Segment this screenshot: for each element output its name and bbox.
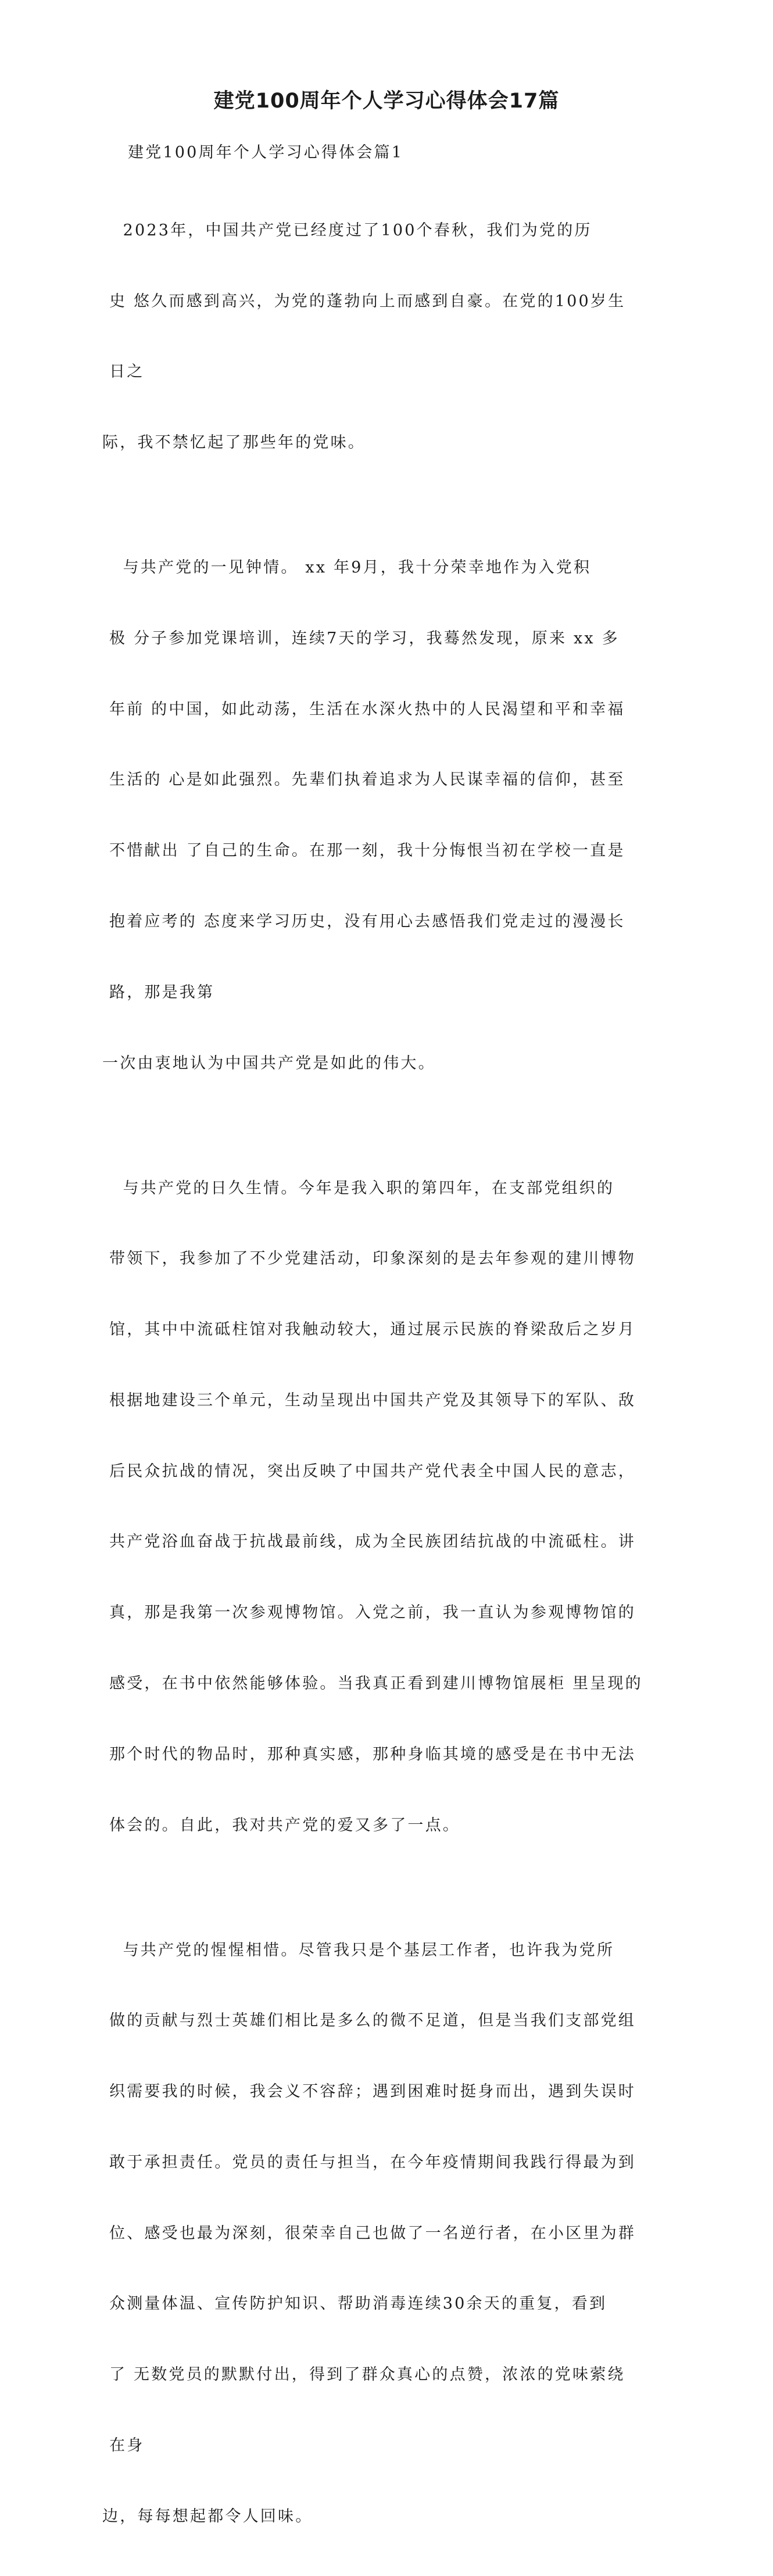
paragraph-line: 史 悠久而感到高兴，为党的蓬勃向上而感到自豪。在党的100岁生 bbox=[109, 292, 626, 310]
paragraph-2 bbox=[102, 509, 625, 1122]
paragraph-line: 边，每每想起都令人回味。 bbox=[102, 2507, 313, 2525]
paragraph-line: 了 无数党员的默默付出，得到了群众真心的点赞，浓浓的党味萦绕 bbox=[109, 2366, 625, 2384]
paragraph-line: 路，那是我第 bbox=[109, 983, 215, 1001]
paragraph-line: 生活的 心是如此强烈。先辈们执着追求为人民谋幸福的信仰，甚至 bbox=[109, 771, 625, 789]
paragraph-line: 后民众抗战的情况，突出反映了中国共产党代表全中国人民的意志， bbox=[109, 1462, 636, 1480]
section-heading: 建党100周年个人学习心得体会篇1 bbox=[128, 144, 404, 162]
paragraph-line: 与共产党的惺惺相惜。尽管我只是个基层工作者，也许我为党所 bbox=[109, 1941, 615, 1959]
paragraph-line: 位、感受也最为深刻，很荣幸自己也做了一名逆行者，在小区里为群 bbox=[109, 2224, 636, 2242]
paragraph-line: 与共产党的一见钟情。 xx 年9月，我十分荣幸地作为入党积 bbox=[109, 559, 592, 577]
paragraph-line: 日之 bbox=[109, 363, 145, 381]
paragraph-4 bbox=[102, 1891, 636, 2575]
paragraph-1 bbox=[102, 172, 626, 502]
paragraph-line: 做的贡献与烈士英雄们相比是多么的微不足道，但是当我们支部党组 bbox=[109, 2012, 636, 2030]
paragraph-line: 那个时代的物品时，那种真实感，那种身临其境的感受是在书中无法 bbox=[109, 1745, 636, 1763]
paragraph-line: 2023年，中国共产党已经度过了100个春秋，我们为党的历 bbox=[109, 221, 592, 239]
paragraph-3 bbox=[109, 1129, 643, 1884]
paragraph-line: 众测量体温、宣传防护知识、帮助消毒连续30余天的重复，看到 bbox=[109, 2295, 607, 2313]
document-title: 建党100周年个人学习心得体会17篇 bbox=[213, 90, 560, 113]
paragraph-line: 织需要我的时候，我会义不容辞；遇到困难时挺身而出，遇到失误时 bbox=[109, 2083, 636, 2101]
paragraph-line: 敢于承担责任。党员的责任与担当，在今年疫情期间我践行得最为到 bbox=[109, 2153, 636, 2171]
paragraph-line: 抱着应考的 态度来学习历史，没有用心去感悟我们党走过的漫漫长 bbox=[109, 913, 625, 931]
paragraph-line: 根据地建设三个单元，生动呈现出中国共产党及其领导下的军队、敌 bbox=[109, 1391, 636, 1409]
document-body bbox=[102, 141, 643, 2576]
paragraph-line: 年前 的中国，如此动荡，生活在水深火热中的人民渴望和平和幸福 bbox=[109, 700, 625, 718]
paragraph-line: 馆，其中中流砥柱馆对我触动较大，通过展示民族的脊梁敌后之岁月 bbox=[109, 1321, 636, 1339]
paragraph-line: 在身 bbox=[109, 2437, 145, 2455]
paragraph-line: 与共产党的日久生情。今年是我入职的第四年，在支部党组织的 bbox=[109, 1179, 615, 1197]
paragraph-line: 带领下，我参加了不少党建活动，印象深刻的是去年参观的建川博物 bbox=[109, 1250, 636, 1268]
paragraph-line: 真，那是我第一次参观博物馆。入党之前，我一直认为参观博物馆的 bbox=[109, 1604, 636, 1622]
paragraph-line: 体会的。自此，我对共产党的爱又多了一点。 bbox=[109, 1816, 460, 1834]
paragraph-line: 际，我不禁忆起了那些年的党味。 bbox=[102, 434, 366, 452]
paragraph-line: 感受，在书中依然能够体验。当我真正看到建川博物馆展柜 里呈现的 bbox=[109, 1675, 643, 1693]
paragraph-line: 共产党浴血奋战于抗战最前线，成为全民族团结抗战的中流砥柱。讲 bbox=[109, 1533, 636, 1551]
paragraph-line: 不惜献出 了自己的生命。在那一刻，我十分悔恨当初在学校一直是 bbox=[109, 842, 625, 860]
paragraph-line: 一次由衷地认为中国共产党是如此的伟大。 bbox=[102, 1054, 436, 1072]
paragraph-line: 极 分子参加党课培训，连续7天的学习，我蓦然发现，原来 xx 多 bbox=[109, 629, 620, 647]
